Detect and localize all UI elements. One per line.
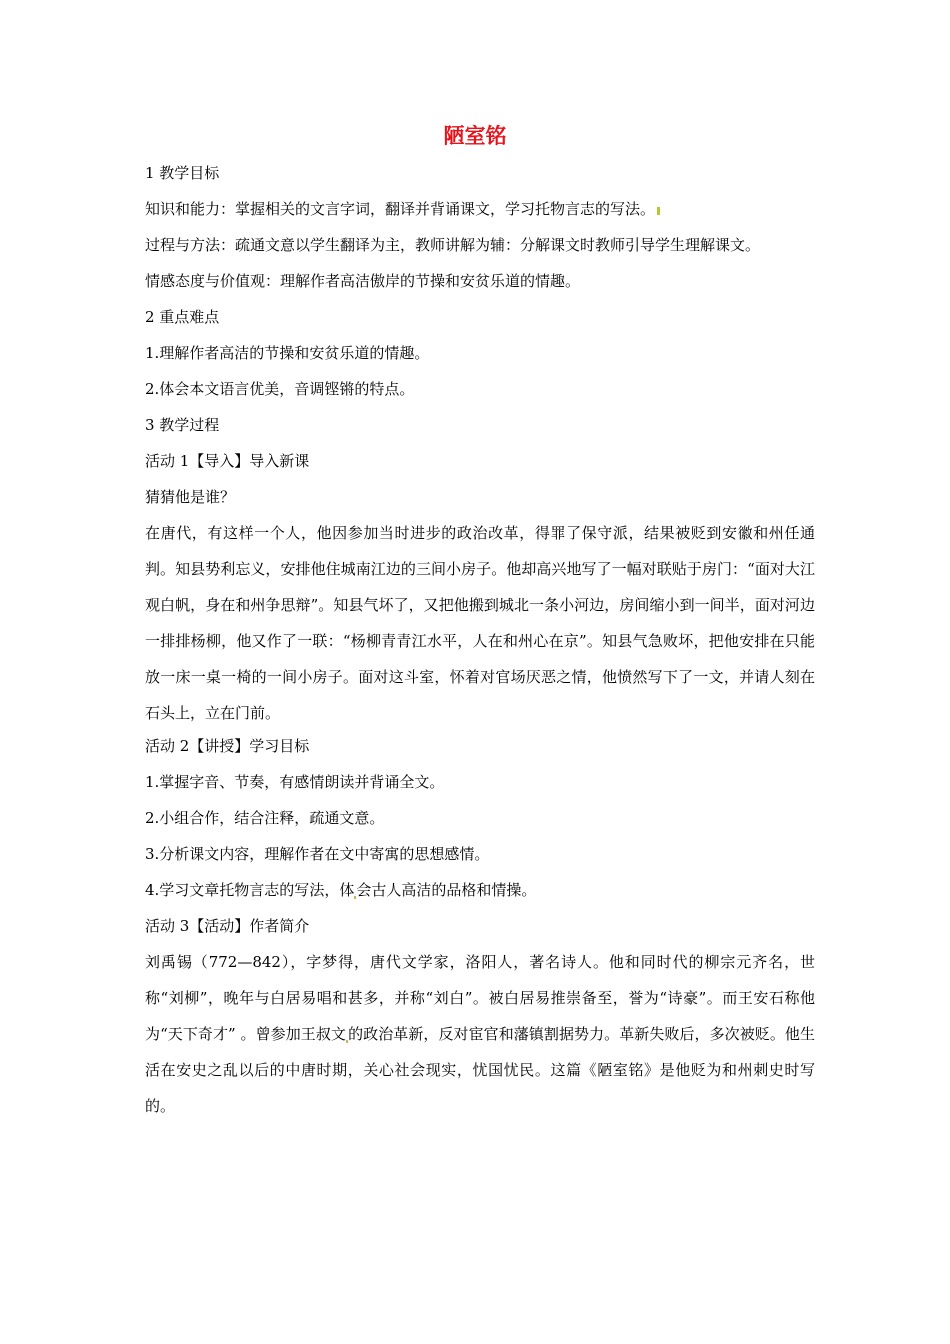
page-title: 陋室铭 <box>443 123 507 148</box>
author-bio-text-b: 的政治革新，反对宦官和藩镇割据势力。革新失败后，多次被贬。他生活在安史之乱以后的中唐时期，关心社会现实，忧国忧民。这篇《陋室铭》是他贬为和州刺史时写的。 <box>145 1025 815 1115</box>
activity-3-heading: 活动 3【活动】作者简介 <box>145 917 310 935</box>
author-bio-text-a: 刘禹锡（772—842），字梦得，唐代文学家，洛阳人，著名诗人。他和同时代的柳宗元齐名，世称“刘柳”，晚年与白居易唱和甚多，并称“刘白”。被白居易推崇备至，誉为“诗豪”。而王安石称他为“天下奇才” 。曾参加王叔文 <box>145 953 815 1043</box>
goal-emotion: 情感态度与价值观：理解作者高洁傲岸的节操和安贫乐道的情趣。 <box>145 272 581 290</box>
goal-process: 过程与方法：疏通文意以学生翻译为主，教师讲解为辅：分解课文时教师引导学生理解课文。 <box>145 236 761 254</box>
activity-1-story: 在唐代，有这样一个人，他因参加当时进步的政治改革，得罪了保守派，结果被贬到安徽和州任通判。知县势利忘义，安排他住城南江边的三间小房子。他却高兴地写了一幅对联贴于房门：“面对大江观白帆，身在和州争思辩”。知县气坏了，又把他搬到城北一条小河边，房间缩小到一间半，面对河边一排排杨柳，他又作了一联：“杨柳青青江水平，人在和州心在京”。知县气急败坏，把他安排在只能放一床一桌一椅的一间小房子。面对这斗室，怀着对官场厌恶之情，他愤然写下了一文，并请人刻在石头上，立在门前。 <box>145 524 815 722</box>
activity-2-heading: 活动 2【讲授】学习目标 <box>145 737 310 755</box>
section-heading-key-points: 2 重点难点 <box>145 308 220 326</box>
objective-4-text-a: 4.学习文章托物言志的写法，体 <box>145 881 355 899</box>
key-point-2: 2.体会本文语言优美，音调铿锵的特点。 <box>145 380 415 398</box>
objective-1: 1.掌握字音、节奏，有感情朗读并背诵全文。 <box>145 773 445 791</box>
objective-4-text-b: 会古人高洁的品格和情操。 <box>356 881 537 899</box>
objective-4 <box>145 877 815 903</box>
section-heading-objectives: 1 教学目标 <box>145 164 220 182</box>
goal-knowledge-text: 知识和能力：掌握相关的文言字词，翻译并背诵课文，学习托物言志的写法。 <box>145 200 656 218</box>
section-heading-process: 3 教学过程 <box>145 416 220 434</box>
objective-3: 3.分析课文内容，理解作者在文中寄寓的思想感情。 <box>145 845 490 863</box>
key-point-1: 1.理解作者高洁的节操和安贫乐道的情趣。 <box>145 344 430 362</box>
activity-1-heading: 活动 1【导入】导入新课 <box>145 452 310 470</box>
document-body <box>145 160 815 1129</box>
author-bio <box>145 944 815 1124</box>
activity-1-question: 猜猜他是谁？ <box>145 488 236 506</box>
highlight-marker <box>657 207 660 215</box>
objective-2: 2.小组合作，结合注释，疏通文意。 <box>145 809 385 827</box>
goal-knowledge <box>145 196 815 222</box>
